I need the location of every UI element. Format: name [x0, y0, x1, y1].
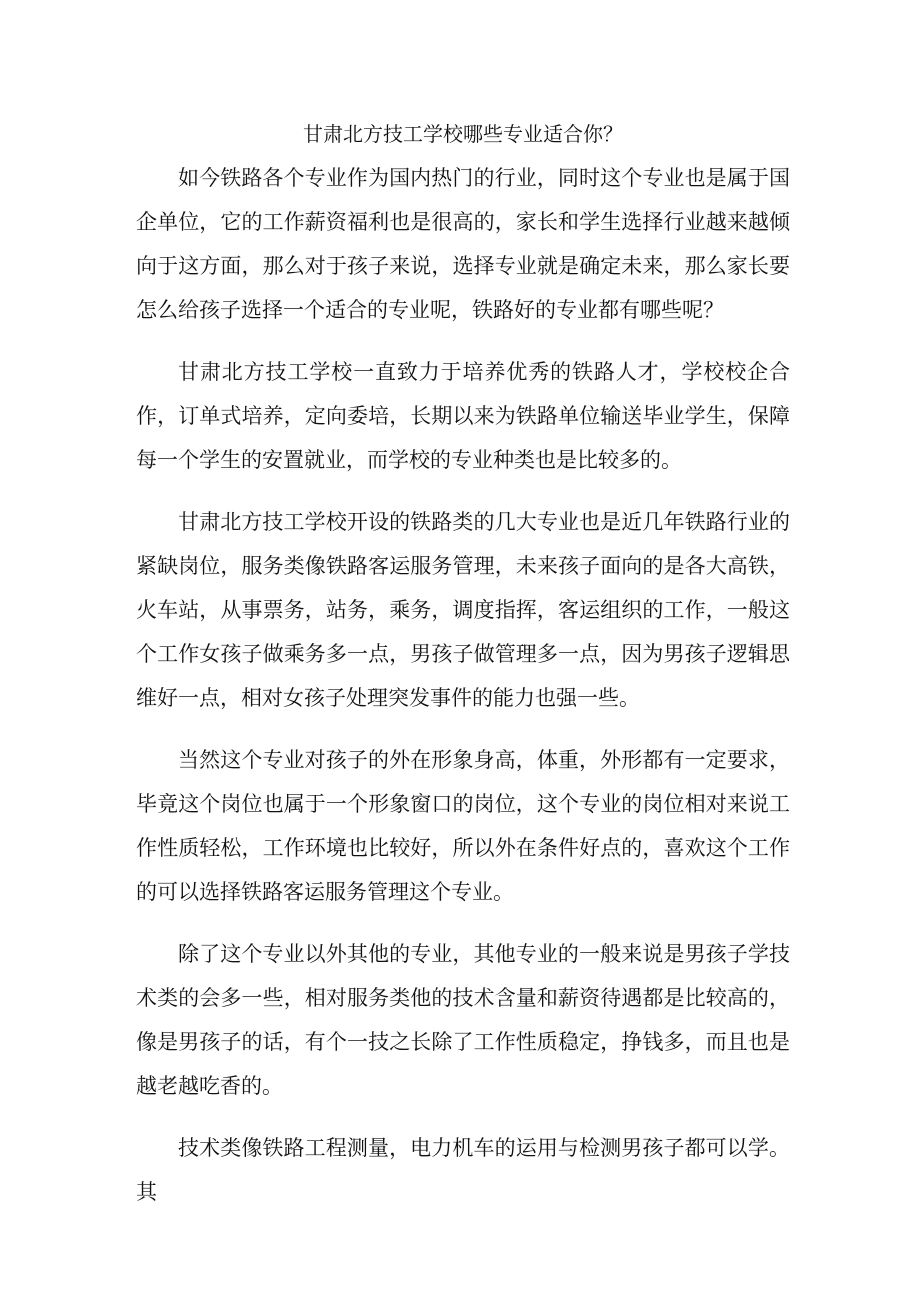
document-title: 甘肃北方技工学校哪些专业适合你？ — [303, 122, 623, 146]
paragraph-6: 技术类像铁路工程测量，电力机车的运用与检测男孩子都可以学。其 — [136, 1136, 790, 1204]
paragraph-4: 当然这个专业对孩子的外在形象身高，体重，外形都有一定要求，毕竟这个岗位也属于一个形象窗口的岗位，这个专业的岗位相对来说工作性质轻松，工作环境也比较好，所以外在条件好点的，喜欢这个工作的可以选择铁路客运服务管理这个专业。 — [136, 748, 790, 904]
document-page — [136, 116, 790, 1232]
paragraph-2: 甘肃北方技工学校一直致力于培养优秀的铁路人才，学校校企合作，订单式培养，定向委培，长期以来为铁路单位输送毕业学生，保障每一个学生的安置就业，而学校的专业种类也是比较多的。 — [136, 360, 790, 472]
paragraph-1: 如今铁路各个专业作为国内热门的行业，同时这个专业也是属于国企单位，它的工作薪资福利也是很高的，家长和学生选择行业越来越倾向于这方面，那么对于孩子来说，选择专业就是确定未来，那么家长要怎么给孩子选择一个适合的专业呢，铁路好的专业都有哪些呢？ — [136, 166, 790, 322]
paragraph-3: 甘肃北方技工学校开设的铁路类的几大专业也是近几年铁路行业的紧缺岗位，服务类像铁路客运服务管理，未来孩子面向的是各大高铁，火车站，从事票务，站务，乘务，调度指挥，客运组织的工作，一般这个工作女孩子做乘务多一点，男孩子做管理多一点，因为男孩子逻辑思维好一点，相对女孩子处理突发事件的能力也强一些。 — [136, 510, 790, 710]
paragraph-5: 除了这个专业以外其他的专业，其他专业的一般来说是男孩子学技术类的会多一些，相对服务类他的技术含量和薪资待遇都是比较高的，像是男孩子的话，有个一技之长除了工作性质稳定，挣钱多，而且也是越老越吃香的。 — [136, 942, 790, 1098]
